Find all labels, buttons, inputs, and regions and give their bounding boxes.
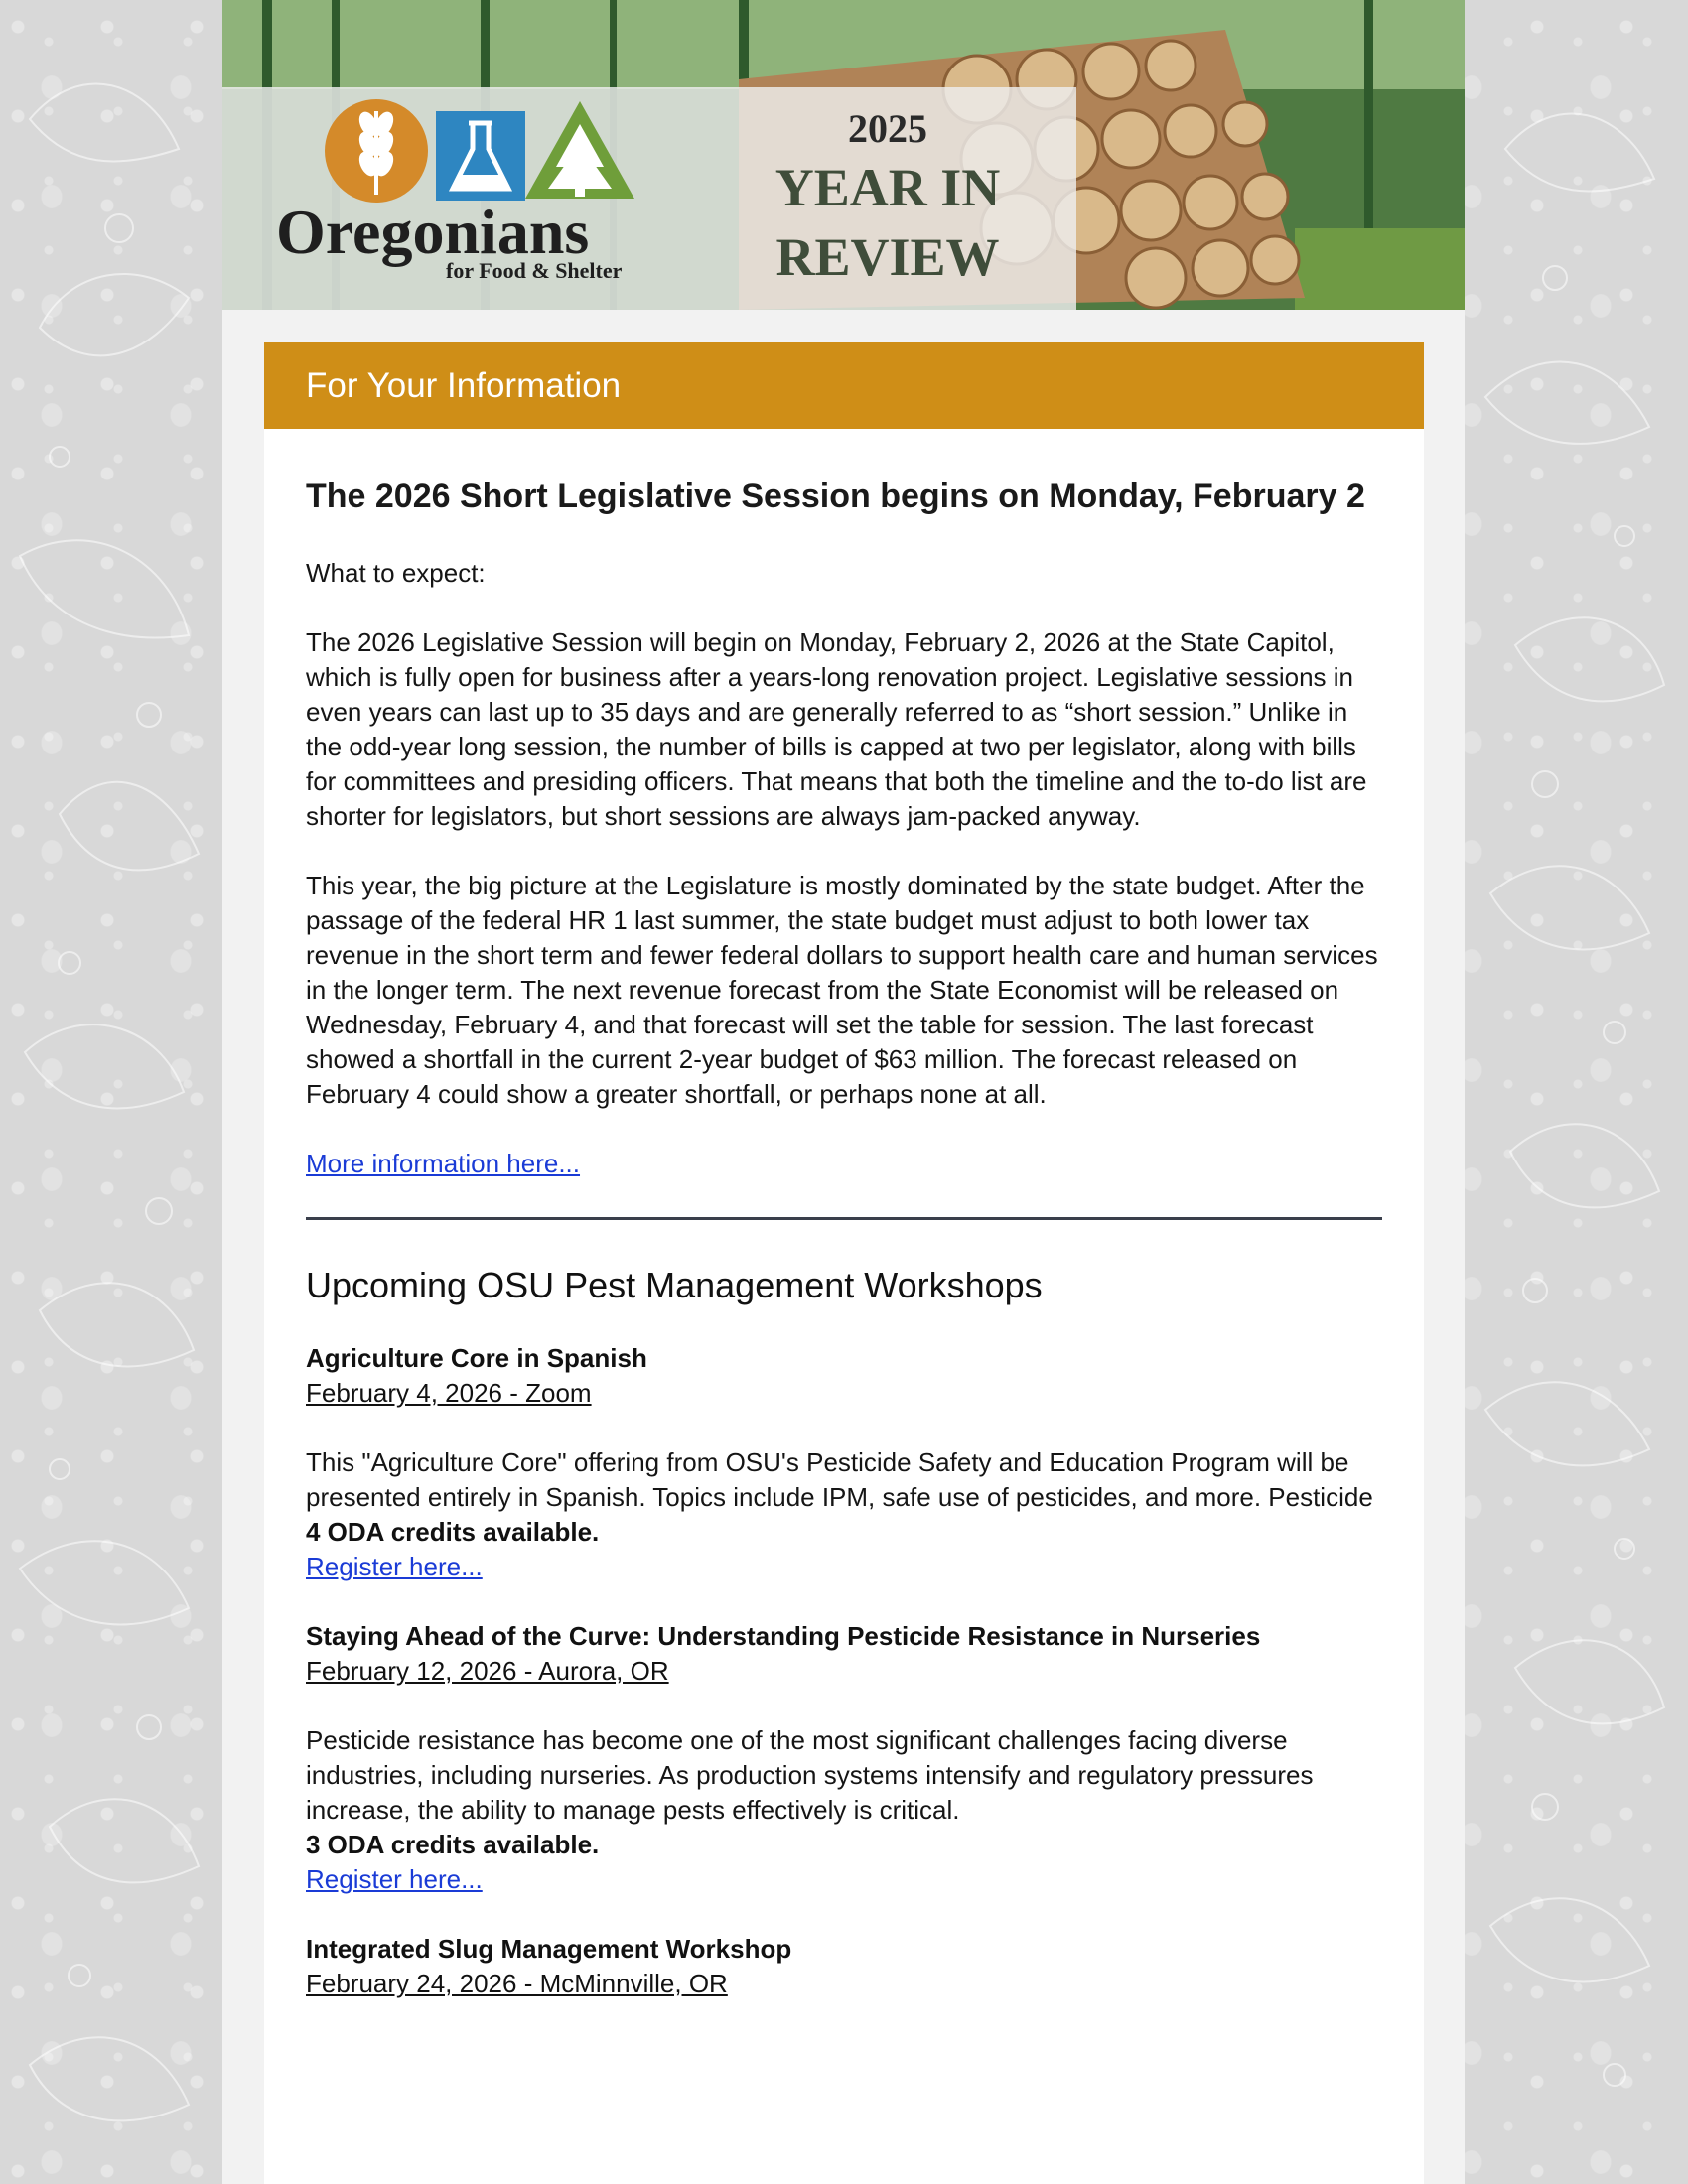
register-link[interactable]: Register here... <box>306 1864 483 1894</box>
workshop-date: February 12, 2026 - Aurora, OR <box>306 1656 669 1686</box>
banner-title-line1: YEAR IN <box>774 158 1001 217</box>
article-paragraph: The 2026 Legislative Session will begin on Monday, February 2, 2026 at the State Capitol, which is fully open for business after a years-long renovation project. Legislative sessions in even years can last up to 35 days and are generally referred to as “short session.” Unlike in the odd-year long session, the number of bills is capped at two per legislator, along with bills for committees and presiding officers. That means that both the timeline and the to-do list are shorter for legislators, but short sessions are always jam-packed anyway. <box>306 627 1367 831</box>
article-headline: The 2026 Short Legislative Session begins on Monday, February 2 <box>306 478 1365 515</box>
more-information-link[interactable]: More information here... <box>306 1149 581 1178</box>
section-header <box>264 342 1424 429</box>
workshop-description: This "Agriculture Core" offering from OSU's Pesticide Safety and Education Program will be presented entirely in Spanish. Topics include IPM, safe use of pesticides, and more. Pesticide <box>306 1447 1373 1512</box>
org-tagline: for Food & Shelter <box>446 258 623 283</box>
org-wordmark: Oregonians <box>276 197 590 267</box>
workshop-item <box>306 1619 1382 1897</box>
banner-illustration <box>222 0 1465 310</box>
newsletter-container <box>222 0 1465 2184</box>
banner-year: 2025 <box>848 106 927 151</box>
workshop-item <box>306 1932 1382 2001</box>
workshops-headline: Upcoming OSU Pest Management Workshops <box>306 1265 1043 1305</box>
article-paragraph: This year, the big picture at the Legislature is mostly dominated by the state budget. After the passage of the federal HR 1 last summer, the state budget must adjust to both lower tax revenue in the short term and fewer federal dollars to support health care and human services in the longer term. The next revenue forecast from the State Economist will be released on Wednesday, February 4, and that forecast will set the table for session. The last forecast showed a shortfall in the current 2-year budget of $63 million. The forecast released on February 4 could show a greater shortfall, or perhaps none at all. <box>306 871 1378 1109</box>
decorative-leaf-pattern-right <box>1466 0 1688 2184</box>
workshop-item <box>306 1341 1382 1584</box>
workshop-description: Pesticide resistance has become one of the most significant challenges facing diverse industries, including nurseries. As production systems intensify and regulatory pressures increase, the ability to manage pests effectively is critical. <box>306 1725 1314 1825</box>
decorative-leaf-pattern-left <box>0 0 222 2184</box>
workshop-title: Agriculture Core in Spanish <box>306 1343 647 1373</box>
article-intro: What to expect: <box>306 558 486 588</box>
section-content <box>264 429 1424 2001</box>
workshop-title: Integrated Slug Management Workshop <box>306 1934 792 1964</box>
content-card <box>264 342 1424 2184</box>
register-link[interactable]: Register here... <box>306 1552 483 1581</box>
workshop-date: February 24, 2026 - McMinnville, OR <box>306 1969 728 1998</box>
workshop-credits: 3 ODA credits available. <box>306 1830 600 1859</box>
wheat-logo-icon <box>325 99 428 203</box>
banner-title-line2: REVIEW <box>775 227 1000 287</box>
header-banner <box>222 0 1465 310</box>
flask-logo-icon <box>436 111 525 201</box>
workshop-title: Staying Ahead of the Curve: Understanding Pesticide Resistance in Nurseries <box>306 1621 1261 1651</box>
workshop-date: February 4, 2026 - Zoom <box>306 1378 592 1408</box>
workshop-credits: 4 ODA credits available. <box>306 1517 600 1547</box>
section-divider <box>306 1217 1382 1220</box>
section-title: For Your Information <box>306 365 622 405</box>
